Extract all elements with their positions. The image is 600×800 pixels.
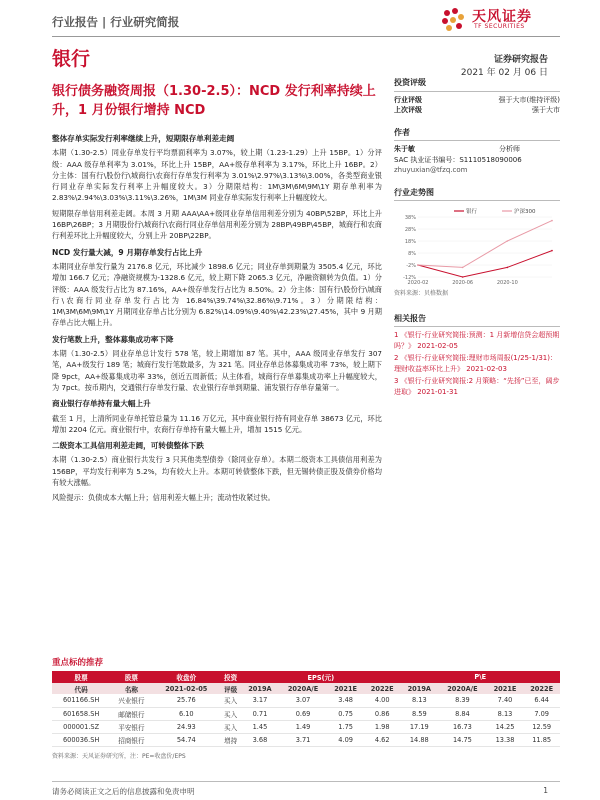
- table-row: [52, 707, 560, 720]
- series-point: [551, 250, 553, 252]
- table-title: 重点标的推荐: [52, 658, 104, 668]
- table-cell: 买入: [220, 707, 241, 720]
- doc-date: 2021 年 02 月 06 日: [460, 68, 548, 78]
- trend-chart: [394, 205, 560, 287]
- table-row: [52, 694, 560, 707]
- col-group: 投资: [220, 671, 241, 683]
- table-cell: 8.59: [401, 707, 439, 720]
- y-tick-label: 38%: [404, 215, 416, 221]
- table-cell: 3.71: [279, 733, 328, 746]
- col-group-eps: EPS(元): [241, 671, 400, 683]
- section-paragraph: 风险提示：负债成本大幅上升；信用利差大幅上升；流动性收紧过快。: [52, 493, 275, 503]
- table-cell: 8.84: [438, 707, 487, 720]
- section-paragraph: 本期（1.30-2.5）商业银行共发行 3 只其他类型债券（除同业存单）。本期二级资本工具债信用利差为 156BP，平均发行利率为 5.2%，均有较大上升。本期可转债整体下跌，但无锡转债正股及债券价格均有较大涨幅。: [52, 455, 382, 488]
- trend-chart-svg: [394, 205, 560, 287]
- report-body: [52, 128, 382, 508]
- related-report-link[interactable]: 3 《银行-行业研究简报:2 月策略：“先扬”已至，阔步进取》 2021-01-31: [394, 377, 560, 396]
- recommend-table: [52, 671, 560, 747]
- table-cell: 0.86: [364, 707, 401, 720]
- related-heading: 相关报告: [394, 314, 560, 328]
- table-row: [52, 733, 560, 746]
- logo-name-en: TF SECURITIES: [474, 23, 525, 30]
- col-group: 股票: [52, 671, 110, 683]
- author-heading: 作者: [394, 128, 560, 142]
- table-cell: 13.38: [487, 733, 524, 746]
- y-tick-label: -12%: [403, 275, 416, 281]
- col-group: 股票: [110, 671, 152, 683]
- table-cell: 600036.SH: [52, 733, 110, 746]
- series-point: [507, 240, 509, 242]
- table-cell: 1.49: [279, 720, 328, 733]
- table-cell: 14.88: [401, 733, 439, 746]
- series-point: [507, 267, 509, 269]
- y-tick-label: 8%: [408, 251, 416, 257]
- author-name: 朱于敏: [394, 145, 415, 153]
- col-header: 名称: [110, 683, 152, 694]
- table-cell: 招商银行: [110, 733, 152, 746]
- col-group-pe: P\E: [401, 671, 560, 683]
- footer-divider: [52, 781, 560, 782]
- author-role: 分析师: [499, 145, 520, 153]
- series-point: [551, 220, 553, 222]
- section-paragraph: 截至 1 月，上清所同业存单托管总量为 11.16 万亿元，其中商业银行持有同业存单 38673 亿元，环比增加 2204 亿元。商业银行中，农商行存单持有量大幅上升，增加 1515 亿元。: [52, 413, 382, 434]
- col-header: 2022E: [364, 683, 401, 694]
- section-heading: NCD 发行量大减，9 月期存单发行占比上升: [52, 247, 203, 257]
- doc-type: 证券研究报告: [493, 55, 548, 65]
- sidebar: [394, 78, 560, 399]
- report-headline: 银行债务融资周报（1.30-2.5）：NCD 发行利率持续上升，1 月份银行增持 NCD: [52, 84, 376, 118]
- page-number: 1: [543, 786, 548, 795]
- table-cell: 1.75: [327, 720, 364, 733]
- section-paragraph: 本期（1.30-2.5）同业存单发行平均票面利率为 3.07%，较上期（1.23-1.29）上升 15BP。1）分评级：AAA 级存单利率为 3.01%，环比上升 15BP，AA+级存单利率为 3.17%，环比上升 16BP。2）分主体：国有行\股份行\城商行\农商行存单发行利率为 3.01%\2.97%\3.13%\3.00%，各类型商业银行同业存单实际发行利率上升幅度较大。3）分期限结构：1M\3M\6M\9M\1Y 期存单利率为 2.83%\2.94%\3.03%\3.11%\3.26%，1M\3M 同业存单实际发行利率上升幅度较大。: [52, 148, 382, 203]
- table-cell: 0.75: [327, 707, 364, 720]
- col-group: 收盘价: [153, 671, 221, 683]
- col-header: 评级: [220, 683, 241, 694]
- table-note: 资料来源：天风证券研究所，注：PE=收盘价/EPS: [52, 752, 186, 760]
- table-cell: 4.00: [364, 694, 401, 707]
- col-header: 代码: [52, 683, 110, 694]
- trend-source: 资料来源：贝格数据: [394, 290, 449, 297]
- col-header: 2020A/E: [438, 683, 487, 694]
- section-paragraph: 短期限存单信用利差走阔。本周 3 月期 AAA\AA+级同业存单信用利差分别为 40BP\52BP，环比上升 16BP\26BP；3 月期股份行\城商行\农商行同业存单信用利差分别为 28BP\49BP\45BP，城商行和农商行利差环比上升幅度较大，分别上升 20BP\22BP。: [52, 208, 382, 241]
- x-tick-label: 2020-02: [407, 280, 429, 286]
- table-header-row: [52, 671, 560, 683]
- series-point: [417, 264, 419, 266]
- col-header: 2019A: [401, 683, 439, 694]
- table-cell: 601658.SH: [52, 707, 110, 720]
- trend-heading: 行业走势图: [394, 188, 560, 202]
- tf-logo-icon: [438, 4, 468, 34]
- related-list: [394, 330, 560, 397]
- col-header: 2021-02-05: [153, 683, 221, 694]
- table-cell: 4.62: [364, 733, 401, 746]
- table-cell: 增持: [220, 733, 241, 746]
- table-cell: 601166.SH: [52, 694, 110, 707]
- table-cell: 3.48: [327, 694, 364, 707]
- table-cell: 平安银行: [110, 720, 152, 733]
- section-paragraph: 本期（1.30-2.5）同业存单总计发行 578 笔，较上期增加 87 笔。其中，AAA 级同业存单发行 307 笔，AA+级发行 189 笔；城商行发行笔数最多，为 321 笔。同业存单总体募集成功率 73%，较上期下降 9pct，AA+级募集成功率 33%，创近五周新低；从主体看，城商行存单募集成功率上升幅度较大，为 7pct。按币期内，交通银行存单发行量、农业银行存单到期量、浦发银行存单存量第一。: [52, 349, 382, 392]
- y-tick-label: 28%: [404, 227, 416, 233]
- col-header: 2021E: [327, 683, 364, 694]
- brand-logo: [438, 4, 558, 34]
- author-row: [394, 144, 560, 155]
- table-row: [52, 720, 560, 733]
- table-cell: 8.39: [438, 694, 487, 707]
- table-cell: 0.69: [279, 707, 328, 720]
- y-tick-label: 18%: [404, 239, 416, 245]
- section-paragraph: 本期同业存单发行量为 2176.8 亿元，环比减少 1898.6 亿元；同业存单到期量为 3505.4 亿元，环比增加 166.7 亿元；净融资规模为-1328.6 亿元，较上期下降 2065.3 亿元，净融资额转为负值。1）分评级：AAA 级发行占比为 87.16%，AA+级存单发行占比为 8.50%。2）分主体：国有行\股份行\城商行\农商行同业存单发行占比为 16.84%\39.74%\32.86%\9.71%。3）分期限结构：1M\3M\6M\9M\1Y 月期同业存单占比分别为 6.82%\14.09%\9.40%\42.23%\27.45%，其中 9 月期存单占比大幅上升。: [52, 261, 382, 328]
- legend-label: 银行: [466, 209, 478, 215]
- table-cell: 兴业银行: [110, 694, 152, 707]
- table-cell: 54.74: [153, 733, 221, 746]
- table-cell: 8.13: [487, 707, 524, 720]
- table-cell: 14.75: [438, 733, 487, 746]
- table-cell: 3.07: [279, 694, 328, 707]
- table-cell: 12.59: [523, 720, 560, 733]
- table-cell: 25.76: [153, 694, 221, 707]
- top-bar: [0, 0, 600, 36]
- table-cell: 11.85: [523, 733, 560, 746]
- author-email[interactable]: zhuyuxian@tfzq.com: [394, 166, 468, 174]
- table-cell: 8.13: [401, 694, 439, 707]
- table-cell: 14.25: [487, 720, 524, 733]
- section-heading: 整体存单实际发行利率继续上升，短期限存单利差走阔: [52, 134, 235, 143]
- series-point: [462, 267, 464, 269]
- table-cell: 7.40: [487, 694, 524, 707]
- table-cell: 000001.SZ: [52, 720, 110, 733]
- col-header: 2021E: [487, 683, 524, 694]
- table-cell: 买入: [220, 694, 241, 707]
- col-header: 2019A: [241, 683, 279, 694]
- y-tick-label: -2%: [406, 263, 416, 269]
- table-cell: 1.45: [241, 720, 279, 733]
- rating-heading: 投资评级: [394, 78, 560, 92]
- author-sac: SAC 执业证书编号：S1110518090006: [394, 155, 522, 164]
- table-cell: 3.68: [241, 733, 279, 746]
- rating-row: 上次评级 强于大市: [394, 106, 560, 114]
- header-divider: [52, 36, 560, 37]
- legend-label: 沪深300: [514, 209, 536, 215]
- breadcrumb: 行业报告 | 行业研究简报: [52, 15, 180, 29]
- sector-title: 银行: [52, 48, 91, 70]
- related-report-link[interactable]: 1 《银行-行业研究简报:预测：1 月新增信贷会超预期吗？》 2021-02-05: [394, 331, 560, 350]
- table-cell: 6.10: [153, 707, 221, 720]
- footer-disclaimer: 请务必阅读正文之后的信息披露和免责申明: [52, 787, 195, 796]
- table-cell: 7.09: [523, 707, 560, 720]
- section-heading: 二级资本工具信用利差走阔，可转债整体下跌: [52, 441, 204, 451]
- table-subheader-row: [52, 683, 560, 694]
- table-cell: 买入: [220, 720, 241, 733]
- series-line: [418, 221, 552, 268]
- col-header: 2022E: [523, 683, 560, 694]
- table-cell: 17.19: [401, 720, 439, 733]
- table-cell: 24.93: [153, 720, 221, 733]
- section-heading: 商业银行存单持有量大幅上升: [52, 399, 151, 409]
- rating-rows: [394, 95, 560, 116]
- logo-name-cn: 天风证券: [472, 9, 532, 25]
- table-cell: 邮储银行: [110, 707, 152, 720]
- col-header: 2020A/E: [279, 683, 328, 694]
- table-cell: 3.17: [241, 694, 279, 707]
- table-cell: 4.09: [327, 733, 364, 746]
- x-tick-label: 2020-10: [496, 280, 518, 286]
- table-cell: 16.73: [438, 720, 487, 733]
- series-point: [462, 276, 464, 278]
- section-heading: 发行笔数上升，整体募集成功率下降: [52, 334, 174, 344]
- table-cell: 0.71: [241, 707, 279, 720]
- table-cell: 6.44: [523, 694, 560, 707]
- rating-row: 行业评级 强于大市(维持评级): [394, 95, 560, 104]
- related-report-link[interactable]: 2 《银行-行业研究简报:理财市场周报(1/25-1/31)：理财收益率环比上升》 2021-02-03: [394, 354, 557, 373]
- table-cell: 1.98: [364, 720, 401, 733]
- recommend-table-section: [52, 656, 560, 760]
- x-tick-label: 2020-06: [452, 280, 474, 286]
